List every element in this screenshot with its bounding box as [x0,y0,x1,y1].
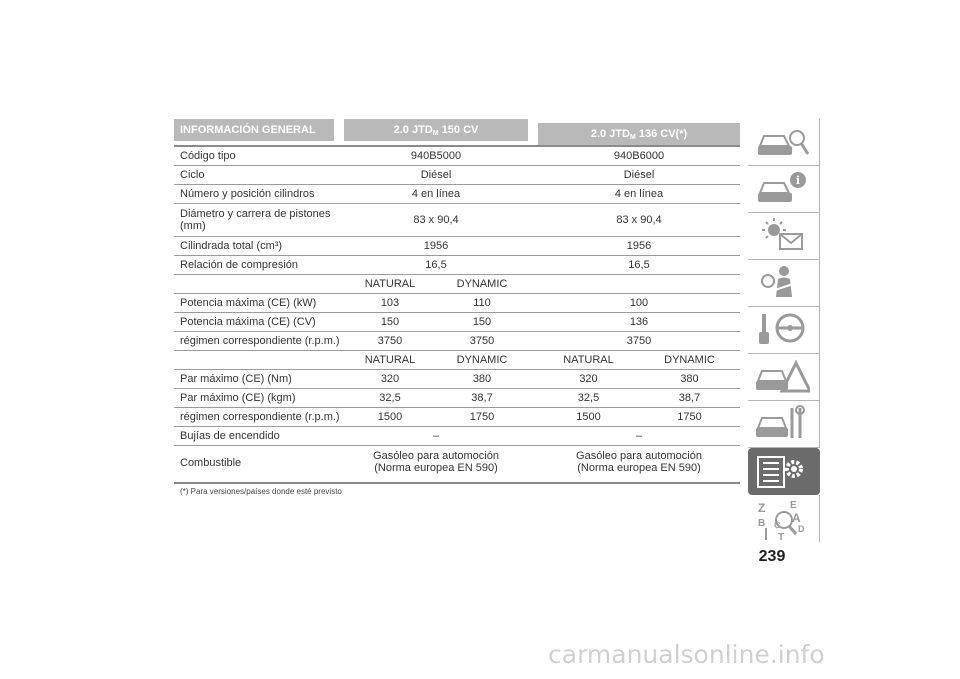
fuel-line: Gasóleo para automoción [373,450,499,462]
mode-natural: NATURAL [364,278,416,290]
alphabetical-index-icon [754,498,810,542]
table-row [174,237,740,256]
row-value: 136 [629,316,649,328]
row-value: 16,5 [425,259,447,271]
table-row [174,185,740,204]
tab-emergency[interactable] [748,354,820,401]
table-row [174,256,740,275]
spec-table [174,119,740,496]
car-tools-icon [754,404,810,444]
row-value: 940B6000 [613,150,665,162]
table-header [174,119,740,147]
section-tabs [748,119,820,542]
row-value: 320 [380,373,400,385]
svg-text:D: D [798,524,805,534]
row-label: régimen correspondiente (r.p.m.) [180,411,340,423]
row-value: 32,5 [379,392,401,404]
table-row [174,408,740,427]
table-row [174,204,740,237]
svg-text:Z: Z [758,501,766,515]
row-value: 150 [380,316,400,328]
svg-text:i: i [795,174,801,187]
mode-dynamic: DYNAMIC [456,278,508,290]
spec-list-gear-icon [754,451,810,491]
row-value: – [635,430,643,442]
row-value: 100 [629,297,649,309]
fuel-line: Gasóleo para automoción [576,450,702,462]
row-value: 940B5000 [410,150,462,162]
row-value: 4 en línea [614,188,664,200]
row-label: Diámetro y carrera de pistones (mm) [180,208,331,232]
table-row [174,389,740,408]
row-label: Bujías de encendido [180,430,280,442]
row-value: 38,7 [471,392,493,404]
row-label: Número y posición cilindros [180,188,315,200]
row-value: 1750 [469,411,495,423]
svg-text:T: T [778,532,785,542]
tab-warnings[interactable] [748,213,820,260]
row-value: – [432,430,440,442]
fuel-line: (Norma europea EN 590) [374,462,498,474]
table-row [174,446,740,484]
row-label: Ciclo [180,169,205,181]
table-row [174,313,740,332]
row-value: Diésel [623,169,655,181]
row-value: 32,5 [577,392,600,404]
row-value [344,446,528,482]
tab-dashboard[interactable] [748,119,820,166]
header-title: INFORMACIÓN GENERAL [174,119,334,141]
key-steering-wheel-icon [754,310,810,350]
car-search-icon [754,122,810,162]
watermark: carmanualsonline.info [548,640,825,669]
mode-dynamic: DYNAMIC [664,354,715,366]
footnote: (*) Para versiones/países donde esté previsto [180,487,342,496]
table-row [174,370,740,389]
tab-safety[interactable] [748,260,820,307]
mode-dynamic: DYNAMIC [456,354,508,366]
table-row [174,294,740,313]
row-label: Combustible [180,457,242,469]
row-value: 150 [472,316,492,328]
row-value: 1500 [377,411,403,423]
row-value [538,446,740,482]
mode-natural: NATURAL [364,354,416,366]
car-warning-triangle-icon [754,357,810,397]
row-label: Potencia máxima (CE) (CV) [180,316,316,328]
row-value: 3750 [626,335,652,347]
row-value: 83 x 90,4 [616,214,662,226]
svg-text:C: C [774,520,781,530]
svg-text:E: E [790,500,797,511]
row-label: Par máximo (CE) (Nm) [180,373,292,385]
row-value: 103 [380,297,400,309]
table-row [174,147,740,166]
page-number: 239 [758,548,786,565]
row-value: 1750 [677,411,702,423]
mode-row [174,351,740,370]
row-label: Par máximo (CE) (kgm) [180,392,296,404]
row-value: 38,7 [678,392,701,404]
tab-technical-specifications[interactable] [748,448,820,495]
row-label: Potencia máxima (CE) (kW) [180,297,317,309]
mode-row [174,275,740,294]
row-label: Relación de compresión [180,259,299,271]
row-value: 16,5 [628,259,650,271]
row-value: 3750 [377,335,403,347]
row-label: Cilindrada total (cm³) [180,240,283,252]
row-value: 380 [472,373,492,385]
mode-natural: NATURAL [563,354,614,366]
table-row [174,427,740,446]
row-label: régimen correspondiente (r.p.m.) [180,335,340,347]
fuel-line: (Norma europea EN 590) [577,462,701,474]
row-value: 110 [473,297,491,309]
svg-text:A: A [792,511,801,525]
row-value: 3750 [469,335,495,347]
header-col-150cv: 2.0 $JTD_M$ 150 CV [344,119,528,141]
row-value: 4 en línea [411,188,461,200]
row-value: 83 x 90,4 [413,214,459,226]
row-value: 1956 [423,240,449,252]
svg-text:B: B [758,518,766,529]
table-row [174,332,740,351]
row-label: Código tipo [180,150,236,162]
row-value: 1500 [576,411,601,423]
tab-index[interactable] [748,495,820,542]
row-value: 1956 [626,240,652,252]
warning-light-message-icon [754,216,810,256]
row-value: 380 [680,373,699,385]
row-value: Diésel [420,169,452,181]
airbag-person-icon [754,263,810,303]
car-info-icon [754,169,810,209]
row-value: 320 [579,373,598,385]
table-row [174,166,740,185]
header-col-136cv: 2.0 $JTD_M$ 136 CV(*) [538,123,740,145]
tab-maintenance[interactable] [748,401,820,448]
tab-info[interactable] [748,166,820,213]
tab-starting-driving[interactable] [748,307,820,354]
